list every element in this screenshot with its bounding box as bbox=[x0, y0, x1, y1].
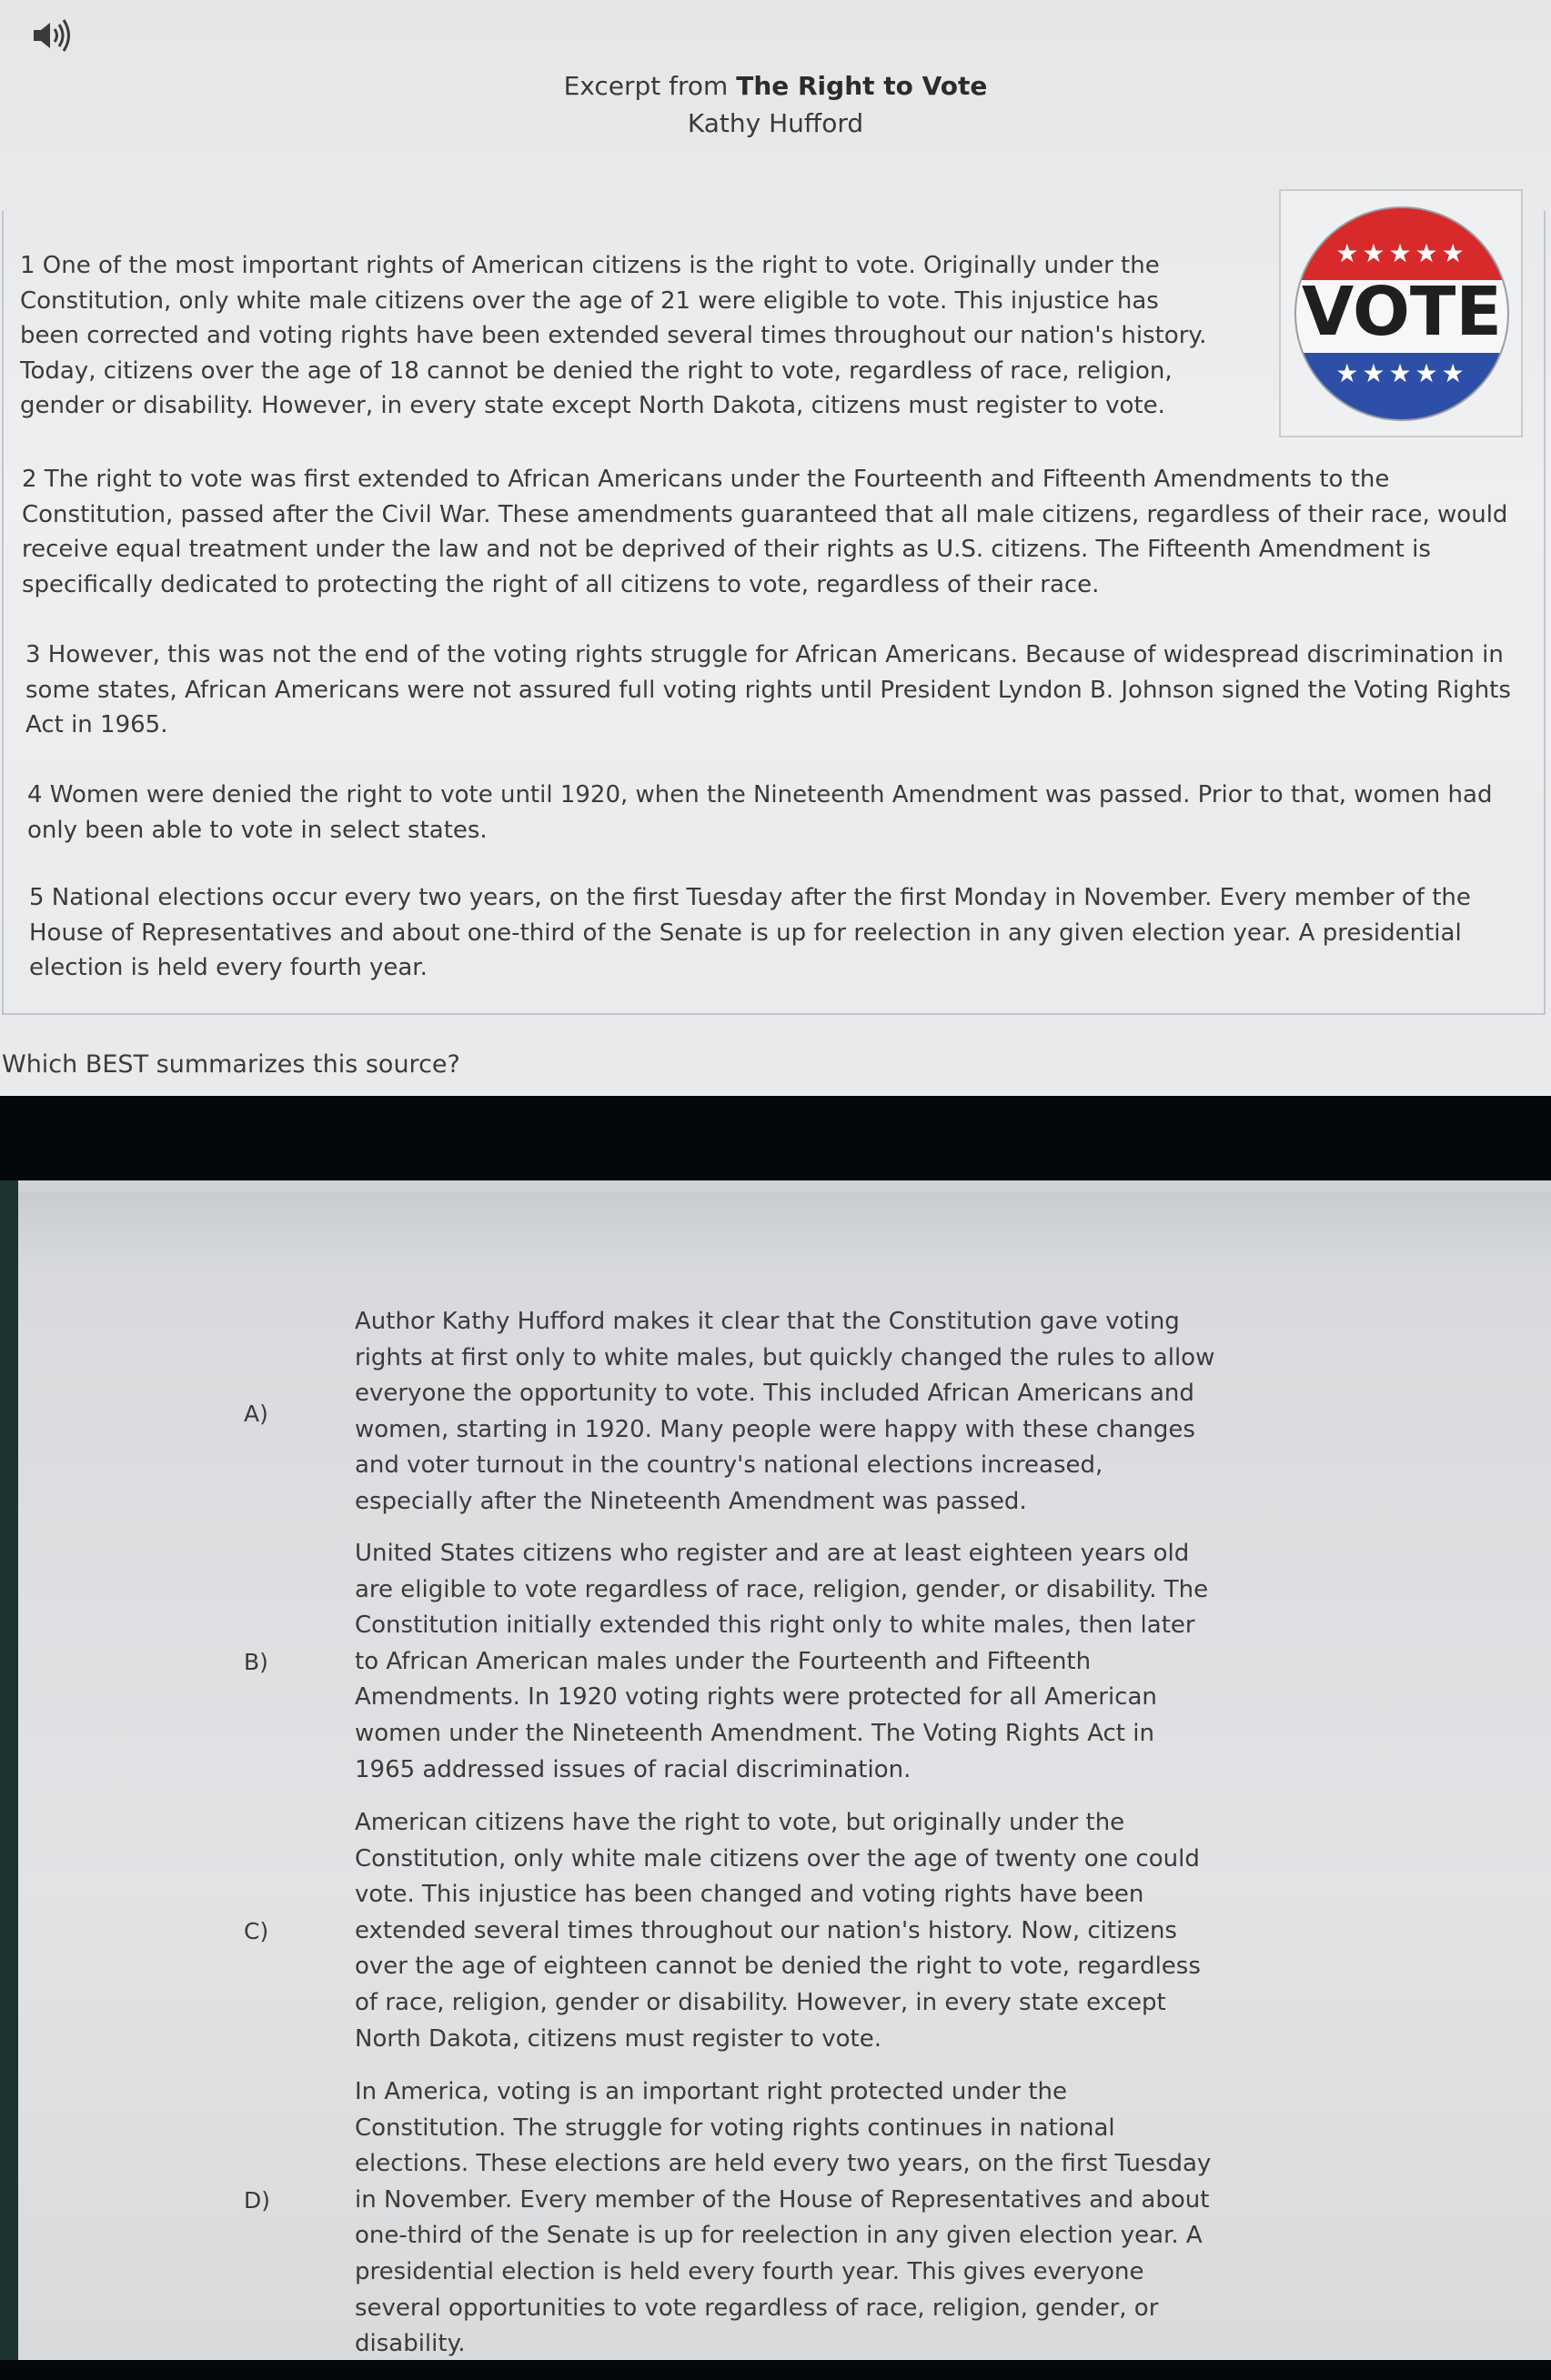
passage-title bbox=[0, 71, 1551, 101]
title-prefix: Excerpt from bbox=[563, 71, 729, 101]
screen-top-edge bbox=[0, 1180, 1551, 1191]
vote-button-graphic bbox=[1288, 198, 1516, 430]
vote-top-stars: ★★★★★ bbox=[1335, 238, 1468, 268]
title-bold: The Right to Vote bbox=[736, 71, 988, 101]
choice-letter: A) bbox=[244, 1401, 268, 1427]
vote-text: VOTE bbox=[1302, 273, 1502, 351]
paragraph-4: 4 Women were denied the right to vote until 1920, when the Nineteenth Amendment was passed. Prior to that, women had only been able to vote in select states. bbox=[27, 781, 1493, 844]
choice-text: Author Kathy Hufford makes it clear that the Constitution gave voting rights at first only to white males, but quickly changed the rules to allow everyone the opportunity to vote. This included African Americans and women, starting in 1920. Many people were happy with these changes and voter turnout in the country's national elections increased, especially after the Nineteenth Amendment was passed. bbox=[355, 1308, 1215, 1515]
choice-text: American citizens have the right to vote, but originally under the Constitution, only white male citizens over the age of twenty one could vote. This injustice has been changed and voting rights have been extended several times throughout our nation's history. Now, citizens over the age of eighteen cannot be denied the right to vote, regardless of race, religion, gender or disability. However, in every state except North Dakota, citizens must register to vote. bbox=[355, 1809, 1201, 2053]
screen-bezel bbox=[0, 1180, 18, 2360]
vote-image bbox=[1279, 189, 1523, 437]
paragraph-1: 1 One of the most important rights of American citizens is the right to vote. Originally under the Constitution, only white male citizens over the age of 21 were eligible to vote. This injustice has been corrected and voting rights have been extended several times throughout our nation's history. Today, citizens over the age of 18 cannot be denied the right to vote, regardless of race, religion, gender or disability. However, in every state except North Dakota, citizens must register to vote. bbox=[20, 252, 1207, 419]
passage-author: Kathy Hufford bbox=[687, 108, 864, 138]
choice-text: In America, voting is an important right protected under the Constitution. The struggle for voting rights continues in national elections. These elections are held every two years, on the first Tuesday in November. Every member of the House of Representatives and about one-third of the Senate is up for reelection in any given election year. A presidential election is held every fourth year. This gives everyone several opportunities to vote regardless of race, religion, gender, or disability. bbox=[355, 2078, 1212, 2358]
choice-letter: B) bbox=[244, 1649, 268, 1675]
choice-letter: D) bbox=[244, 2187, 271, 2214]
question-prompt: Which BEST summarizes this source? bbox=[2, 1050, 460, 1079]
paragraph-3: 3 However, this was not the end of the voting rights struggle for African Americans. Because of widespread discrimination in some states, African Americans were not assured full voting rights until President Lyndon B. Johnson signed the Voting Rights Act in 1965. bbox=[25, 641, 1511, 738]
vote-bottom-stars: ★★★★★ bbox=[1335, 358, 1468, 388]
answer-choices-screen bbox=[0, 1180, 1551, 2360]
speaker-icon[interactable] bbox=[30, 16, 76, 55]
paragraph-5: 5 National elections occur every two years, on the first Tuesday after the first Monday in November. Every member of the House of Representatives and about one-third of the Senate is up for reelection in any given election year. A presidential election is held every fourth year. bbox=[29, 884, 1471, 981]
reading-passage-screen bbox=[0, 0, 1551, 1096]
paragraph-2: 2 The right to vote was first extended to African Americans under the Fourteenth and Fifteenth Amendments to the Constitution, passed after the Civil War. These amendments guaranteed that all male citizens, regardless of their race, would receive equal treatment under the law and not be deprived of their rights as U.S. citizens. The Fifteenth Amendment is specifically dedicated to protecting the right of all citizens to vote, regardless of their race. bbox=[22, 466, 1508, 598]
choice-text: United States citizens who register and are at least eighteen years old are eligible to vote regardless of race, religion, gender, or disability. The Constitution initially extended this right only to white males, then later to African American males under the Fourteenth and Fifteenth Amendments. In 1920 voting rights were protected for all American women under the Nineteenth Amendment. The Voting Rights Act in 1965 addressed issues of racial discrimination. bbox=[355, 1540, 1209, 1783]
choice-letter: C) bbox=[244, 1918, 269, 1944]
